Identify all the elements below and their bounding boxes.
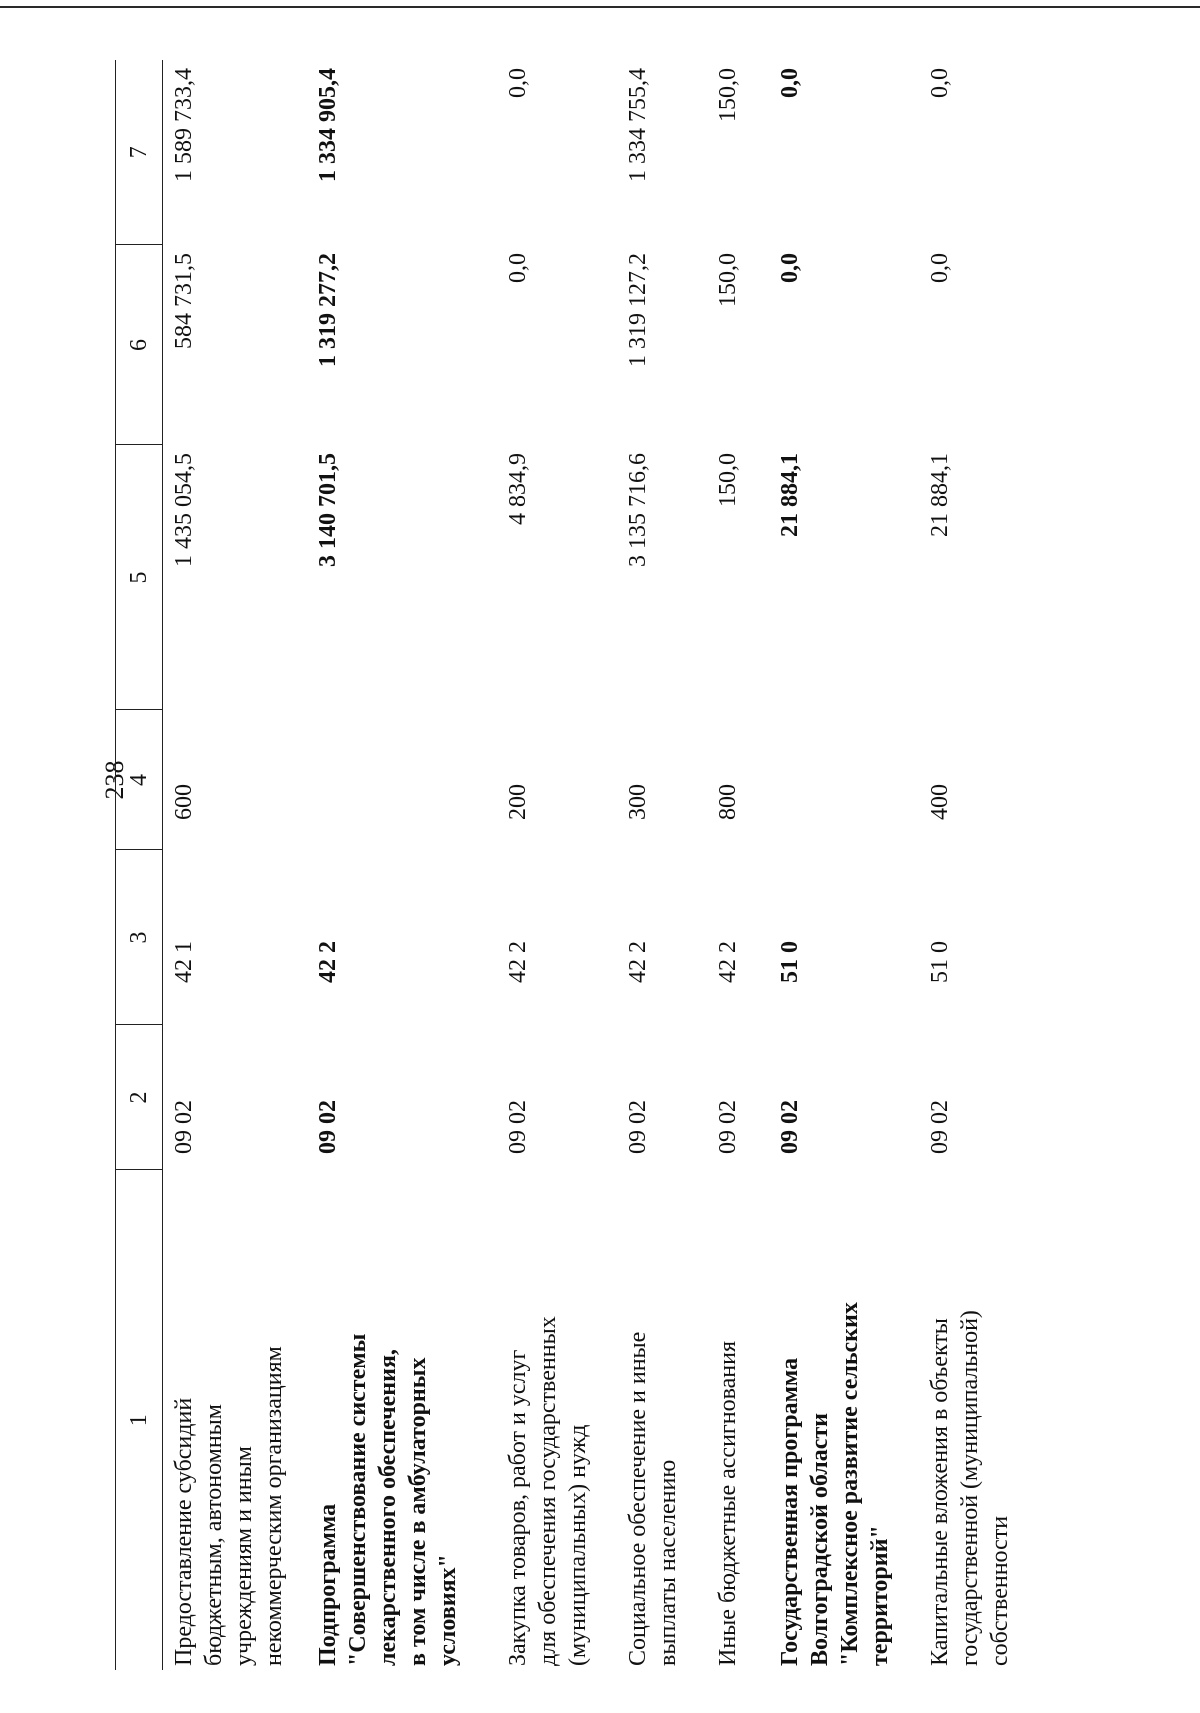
expense-type-code: 300 [625, 784, 651, 820]
amount-col-7: 0,0 [927, 68, 953, 98]
row-name [775, 1170, 925, 1670]
name-line: "Комплексное развитие сельских [837, 1302, 863, 1666]
header-col-6: 6 [116, 245, 163, 445]
name-line: Подпрограмма [315, 1503, 341, 1666]
amount-col-6: 0,0 [505, 253, 531, 283]
section-code: 09 02 [777, 1100, 803, 1154]
name-line: в том числе в амбулаторных [405, 1357, 431, 1666]
amount-col-6: 584 731,5 [171, 253, 197, 349]
amount-col-7: 1 334 755,4 [625, 68, 651, 182]
table-row [713, 60, 775, 1670]
name-line: (муниципальных) нужд [565, 1424, 591, 1666]
name-line: лекарственного обеспечения, [375, 1349, 401, 1666]
table-row [925, 60, 1021, 1670]
expense-type-code: 200 [505, 784, 531, 820]
program-code: 42 2 [625, 941, 651, 983]
program-code: 42 2 [715, 941, 741, 983]
program-code: 42 2 [505, 941, 531, 983]
name-line: собственности [987, 1515, 1013, 1666]
name-line: Социальное обеспечение и иные [625, 1331, 651, 1666]
table-row [313, 60, 503, 1670]
expense-type-code: 800 [715, 784, 741, 820]
program-code: 42 2 [315, 941, 341, 983]
expense-type-code: 600 [171, 784, 197, 820]
name-line: бюджетным, автономным [201, 1404, 227, 1666]
expense-type-code [313, 710, 503, 850]
amount-col-7: 0,0 [505, 68, 531, 98]
name-line: Закупка товаров, работ и услуг [505, 1349, 531, 1666]
amount-col-6: 0,0 [927, 253, 953, 283]
section-code: 09 02 [927, 1100, 953, 1154]
amount-col-5: 21 884,1 [927, 453, 953, 537]
name-line: Государственная программа [777, 1357, 803, 1666]
name-line: Капитальные вложения в объекты [927, 1318, 953, 1666]
row-name [623, 1170, 713, 1670]
amount-col-5: 1 435 054,5 [171, 453, 197, 567]
section-code: 09 02 [315, 1100, 341, 1154]
header-col-7: 7 [116, 60, 163, 245]
amount-col-5: 150,0 [715, 453, 741, 507]
header-col-1: 1 [116, 1170, 163, 1670]
amount-col-7: 0,0 [777, 68, 803, 98]
name-line: выплаты населению [655, 1459, 681, 1666]
expense-type-code: 400 [927, 784, 953, 820]
amount-col-6: 1 319 277,2 [315, 253, 341, 367]
rotated-table-wrapper [115, 60, 1180, 1670]
amount-col-5: 21 884,1 [777, 453, 803, 537]
page-number: 238 [100, 760, 129, 800]
name-line: Иные бюджетные ассигнования [715, 1341, 741, 1666]
program-code: 51 0 [927, 941, 953, 983]
name-line: для обеспечения государственных [535, 1316, 561, 1666]
program-code: 42 1 [171, 941, 197, 983]
top-edge-line [0, 6, 1200, 8]
budget-table [115, 60, 1021, 1670]
header-col-2: 2 [116, 1025, 163, 1170]
table-row [163, 60, 314, 1670]
amount-col-7: 1 589 733,4 [171, 68, 197, 182]
name-line: некоммерческим организациям [261, 1346, 287, 1666]
name-line: государственной (муниципальной) [957, 1310, 983, 1666]
header-col-3: 3 [116, 850, 163, 1025]
amount-col-5: 4 834,9 [505, 453, 531, 525]
section-code: 09 02 [171, 1100, 197, 1154]
expense-type-code [775, 710, 925, 850]
name-line: учреждениям и иным [231, 1446, 257, 1666]
section-code: 09 02 [505, 1100, 531, 1154]
row-name [925, 1170, 1021, 1670]
name-line: Волгоградской области [807, 1413, 833, 1666]
program-code: 51 0 [777, 941, 803, 983]
section-code: 09 02 [625, 1100, 651, 1154]
amount-col-6: 1 319 127,2 [625, 253, 651, 367]
row-name [503, 1170, 623, 1670]
table-row [503, 60, 623, 1670]
name-line: Предоставление субсидий [171, 1397, 197, 1666]
amount-col-7: 1 334 905,4 [315, 68, 341, 182]
row-name [163, 1170, 314, 1670]
amount-col-7: 150,0 [715, 68, 741, 122]
name-line: условиях" [435, 1554, 461, 1666]
row-name [313, 1170, 503, 1670]
header-col-4: 4 [116, 710, 163, 850]
table-row [775, 60, 925, 1670]
amount-col-6: 0,0 [777, 253, 803, 283]
name-line: территорий" [867, 1525, 893, 1666]
header-col-5: 5 [116, 445, 163, 710]
header-row [116, 60, 163, 1670]
table-row [623, 60, 713, 1670]
section-code: 09 02 [715, 1100, 741, 1154]
amount-col-5: 3 135 716,6 [625, 453, 651, 567]
row-name [713, 1170, 775, 1670]
name-line: "Совершенствование системы [345, 1333, 371, 1666]
amount-col-6: 150,0 [715, 253, 741, 307]
amount-col-5: 3 140 701,5 [315, 453, 341, 567]
